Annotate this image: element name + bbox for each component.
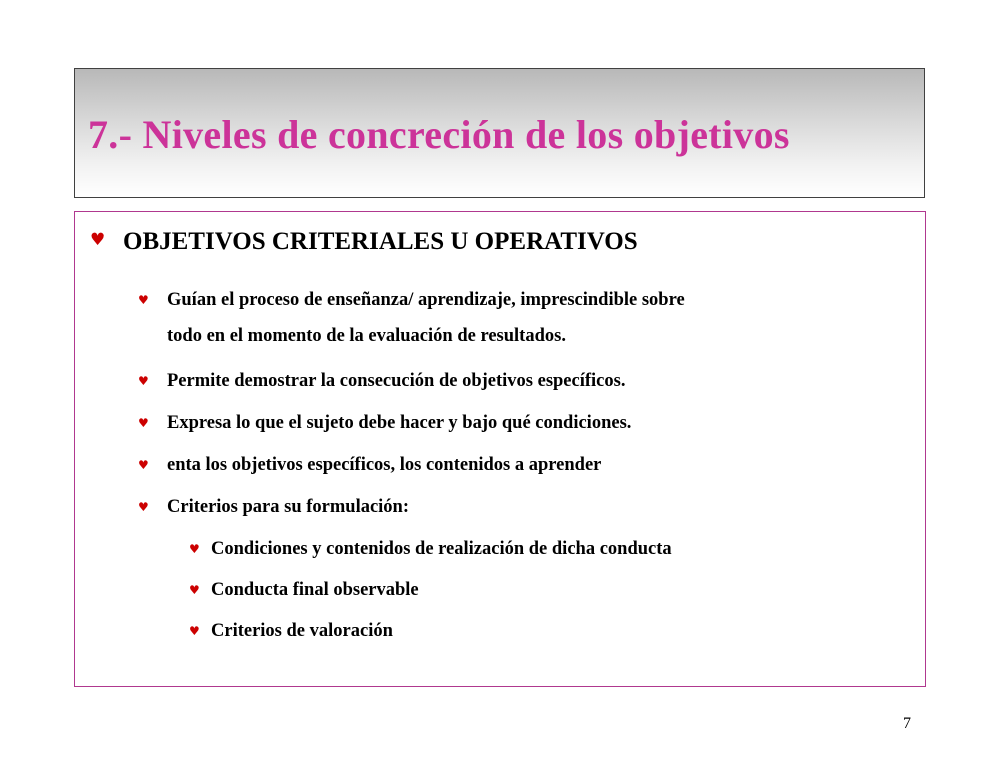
heart-bullet-icon: ♥ [189, 542, 200, 556]
bullet-text: Criterios para su formulación: [167, 497, 410, 517]
sub-bullet-text: Conducta final observable [211, 580, 419, 600]
content-box [74, 211, 926, 687]
sub-bullet-item [189, 531, 672, 567]
title-box [74, 68, 925, 198]
heart-bullet-icon: ♥ [138, 374, 149, 388]
heart-bullet-icon: ♥ [138, 416, 149, 430]
heart-bullet-icon: ♥ [189, 624, 200, 638]
bullet-text: Expresa lo que el sujeto debe hacer y bajo qué condiciones. [167, 413, 632, 433]
page-number: 7 [903, 715, 911, 732]
bullet-text: enta los objetivos específicos, los contenidos a aprender [167, 455, 602, 475]
slide-title: 7.- Niveles de concreción de los objetivos [88, 112, 790, 157]
sub-bullet-item [189, 572, 419, 608]
bullet-item [138, 447, 602, 483]
bullet-text-line: Guían el proceso de enseñanza/ aprendizaje, imprescindible sobre [167, 290, 685, 310]
sub-bullet-item [189, 613, 393, 649]
bullet-item [138, 405, 632, 441]
bullet-text-line: todo en el momento de la evaluación de resultados. [167, 326, 566, 346]
main-heading: OBJETIVOS CRITERIALES U OPERATIVOS [123, 228, 638, 255]
sub-bullet-text: Criterios de valoración [211, 621, 393, 641]
heart-bullet-icon: ♥ [138, 458, 149, 472]
bullet-item [138, 282, 685, 354]
sub-bullet-text: Condiciones y contenidos de realización de dicha conducta [211, 539, 672, 559]
bullet-text: Permite demostrar la consecución de objetivos específicos. [167, 371, 626, 391]
bullet-item [138, 363, 626, 399]
main-heading-item [90, 228, 638, 256]
heart-bullet-icon: ♥ [138, 500, 149, 514]
heart-bullet-icon: ♥ [138, 293, 149, 307]
heart-bullet-icon: ♥ [90, 230, 106, 250]
heart-bullet-icon: ♥ [189, 583, 200, 597]
bullet-item [138, 489, 410, 525]
